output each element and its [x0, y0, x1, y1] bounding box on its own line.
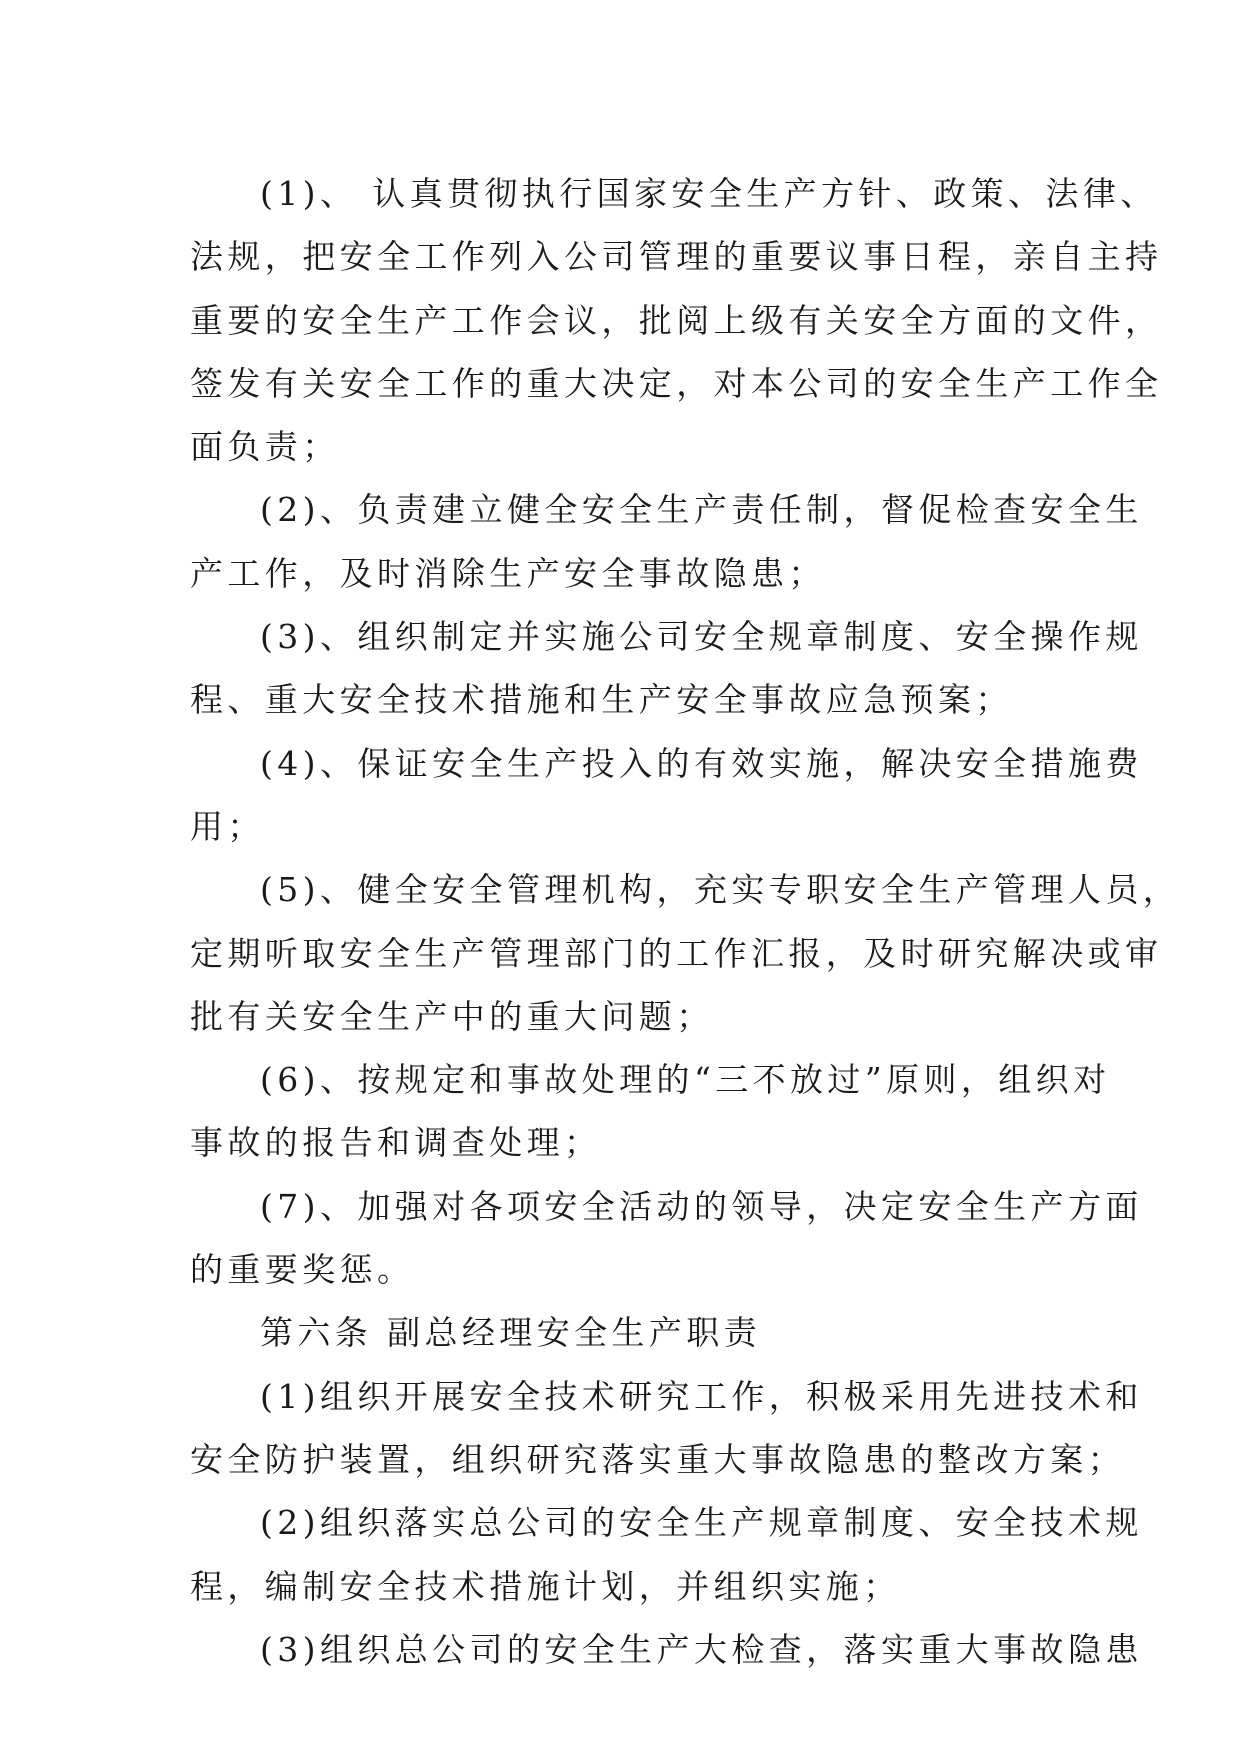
- text-line: (3)组织总公司的安全生产大检查，落实重大事故隐患: [260, 1629, 1143, 1669]
- text-line: 用；: [190, 806, 265, 846]
- text-line: 程，编制安全技术措施计划，并组织实施；: [190, 1566, 901, 1606]
- text-line: (7)、加强对各项安全活动的领导，决定安全生产方面: [260, 1186, 1143, 1226]
- text-line: 事故的报告和调查处理；: [190, 1123, 602, 1163]
- text-line: 法规，把安全工作列入公司管理的重要议事日程，亲自主持: [190, 237, 1163, 277]
- text-line: 安全防护装置，组织研究落实重大事故隐患的整改方案；: [190, 1439, 1125, 1479]
- text-line: (2)组织落实总公司的安全生产规章制度、安全技术规: [260, 1503, 1143, 1543]
- text-line: (1)、 认真贯彻执行国家安全生产方针、政策、法律、: [260, 174, 1158, 213]
- text-line: (6)、按规定和事故处理的“三不放过”原则，组织对: [260, 1060, 1111, 1100]
- text-line: (2)、负责建立健全安全生产责任制，督促检查安全生: [260, 490, 1143, 530]
- text-line: (4)、保证安全生产投入的有效实施，解决安全措施费: [260, 743, 1143, 783]
- text-line: (5)、健全安全管理机构，充实专职安全生产管理人员，: [260, 870, 1181, 910]
- text-line: (1)组织开展安全技术研究工作，积极采用先进技术和: [260, 1376, 1143, 1416]
- text-line: 定期听取安全生产管理部门的工作汇报，及时研究解决或审: [190, 933, 1163, 973]
- text-line: 面负责；: [190, 427, 340, 467]
- document-body: [190, 162, 1181, 1681]
- text-line: (3)、组织制定并实施公司安全规章制度、安全操作规: [260, 617, 1143, 657]
- text-line: 签发有关安全工作的重大决定，对本公司的安全生产工作全: [190, 363, 1163, 403]
- text-line: 产工作，及时消除生产安全事故隐患；: [190, 553, 826, 593]
- text-line: 第六条 副总经理安全生产职责: [260, 1313, 762, 1353]
- text-line: 重要的安全生产工作会议，批阅上级有关安全方面的文件，: [190, 300, 1163, 340]
- text-line: 的重要奖惩。: [190, 1250, 415, 1290]
- text-line: 批有关安全生产中的重大问题；: [190, 996, 714, 1036]
- text-line: 程、重大安全技术措施和生产安全事故应急预案；: [190, 680, 1013, 720]
